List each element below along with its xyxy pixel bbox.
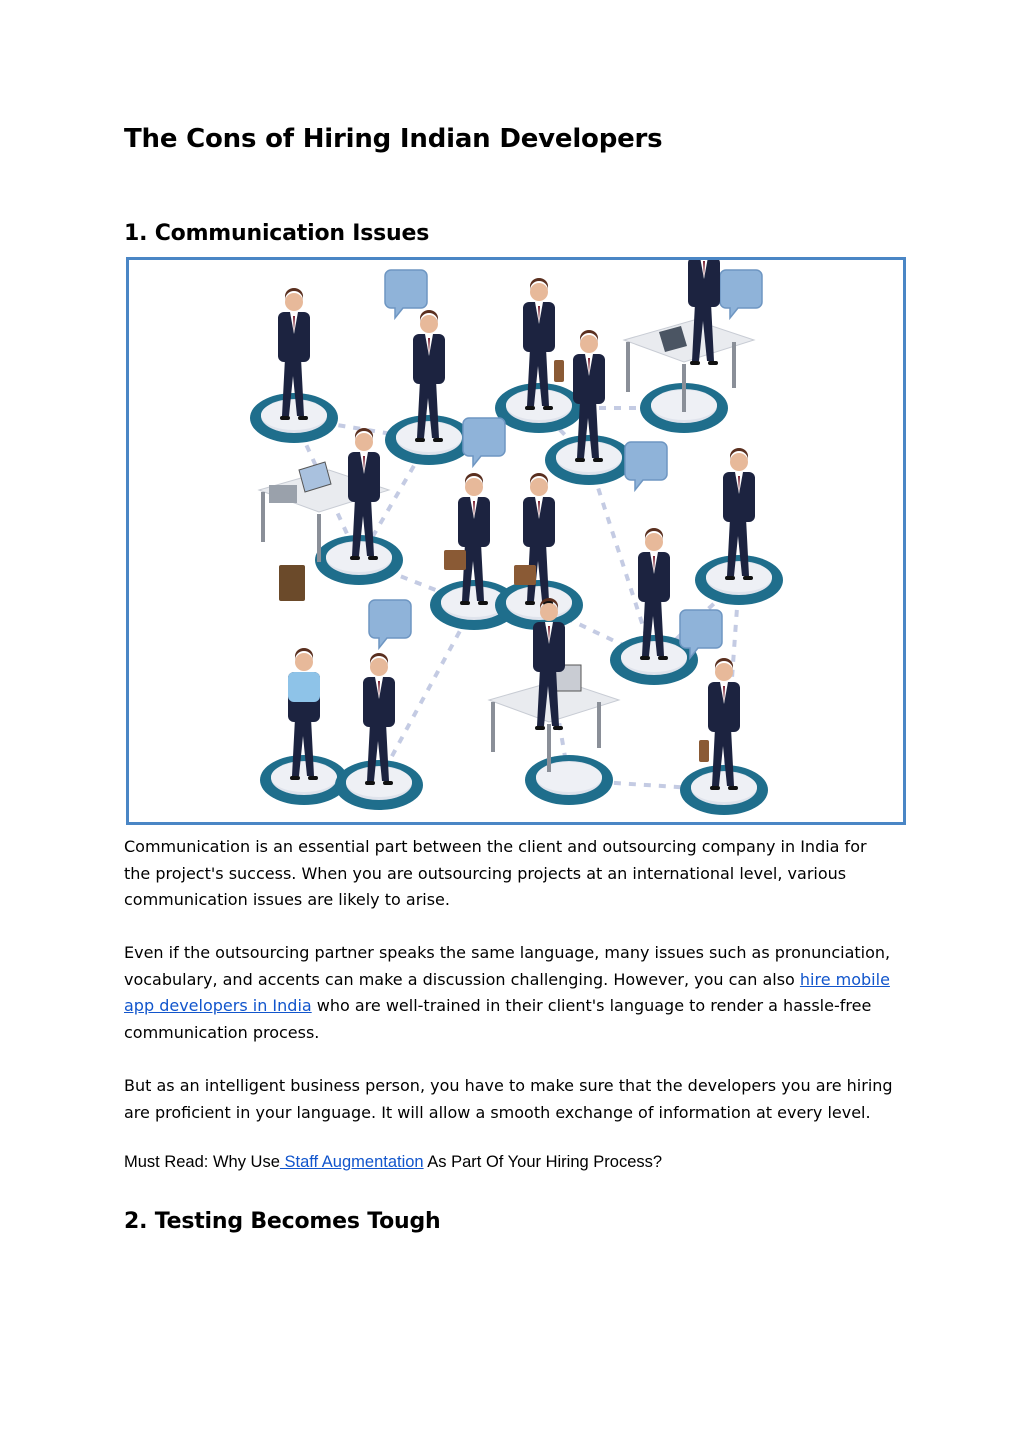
paragraph-2 [124, 940, 894, 1046]
staff-augmentation-link[interactable]: Staff Augmentation [279, 1153, 424, 1171]
page-title: The Cons of Hiring Indian Developers [124, 124, 663, 154]
illustration-svg [129, 260, 903, 822]
business-network-illustration [126, 257, 906, 825]
paragraph-3: But as an intelligent business person, you have to make sure that the developers you are hiring are proficient in your language. It will allow a smooth exchange of information at every level. [124, 1076, 893, 1122]
paragraph-2-text-before: Even if the outsourcing partner speaks the same language, many issues such as pronunciation, vocabulary, and accents can make a discussion challenging. However, you can also [124, 943, 891, 989]
paragraph-2-text-after: who are well-trained in their client's language to render a hassle-free communication process. [124, 996, 872, 1042]
paragraph-1: Communication is an essential part between the client and outsourcing company in India for the project's success. When you are outsourcing projects at an international level, various communication issues are likely to arise. [124, 837, 867, 909]
hire-mobile-app-developers-link[interactable]: hire mobile app developers in India [124, 969, 890, 1015]
section-heading-testing: 2. Testing Becomes Tough [124, 1209, 441, 1234]
must-read-suffix: As Part Of Your Hiring Process? [423, 1153, 663, 1171]
section-heading-communication: 1. Communication Issues [124, 221, 430, 246]
must-read-prefix: Must Read: Why Use [124, 1153, 280, 1171]
must-read-line [124, 1153, 662, 1172]
